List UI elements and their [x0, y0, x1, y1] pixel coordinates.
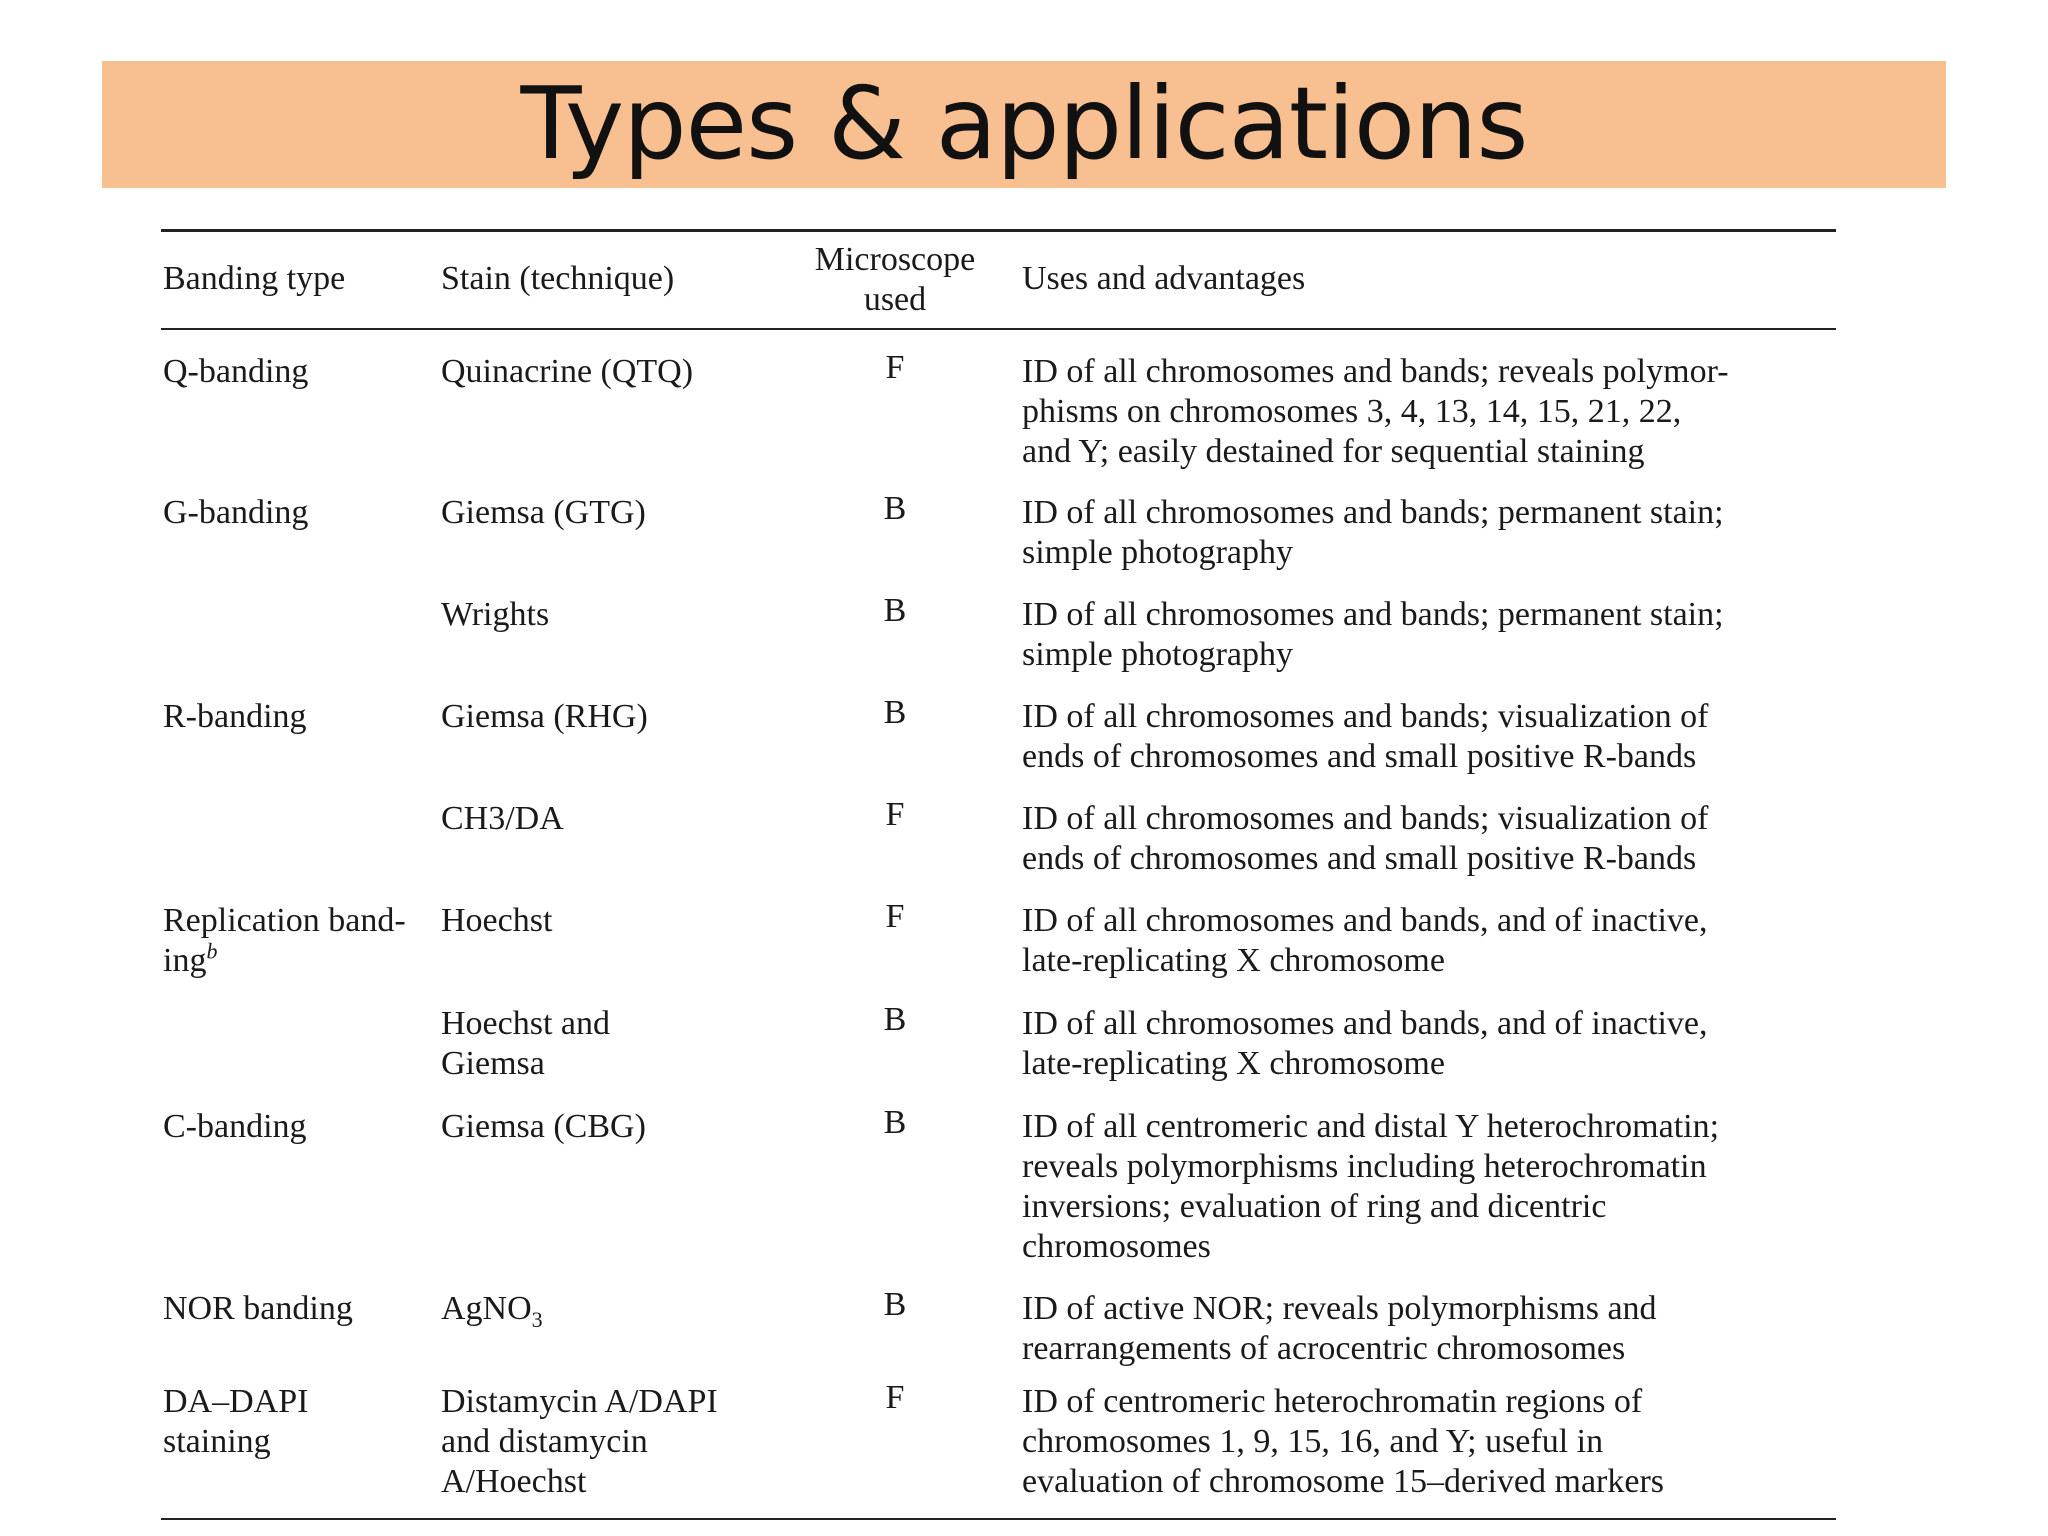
banding-type-line: ing$^b$ — [163, 938, 218, 979]
microscope-value: B — [883, 1001, 907, 1038]
stain-line: Giemsa (GTG) — [441, 494, 646, 531]
cell-uses — [1022, 595, 1842, 675]
cell-microscope — [795, 897, 995, 937]
stain-line: Wrights — [441, 596, 550, 633]
microscope-value: B — [883, 694, 907, 731]
microscope-value: B — [883, 1104, 907, 1141]
cell-banding-type — [163, 1382, 433, 1462]
banding-type-line: R-banding — [163, 698, 307, 735]
uses-line: inversions; evaluation of ring and dicentric — [1022, 1188, 1607, 1225]
uses-line: ends of chromosomes and small positive R-bands — [1022, 840, 1697, 877]
uses-line: simple photography — [1022, 636, 1294, 673]
uses-line: chromosomes 1, 9, 15, 16, and Y; useful in — [1022, 1423, 1604, 1460]
cell-uses — [1022, 697, 1842, 777]
cell-banding-type — [163, 1107, 433, 1147]
uses-line: late-replicating X chromosome — [1022, 942, 1445, 979]
cell-microscope — [795, 591, 995, 631]
cell-microscope — [795, 1103, 995, 1143]
microscope-value: B — [883, 592, 907, 629]
header-microscope — [795, 240, 995, 320]
cell-microscope — [795, 1285, 995, 1325]
uses-line: ID of all chromosomes and bands; permanent stain; — [1022, 494, 1724, 531]
cell-stain — [441, 697, 781, 737]
cell-banding-type — [163, 493, 433, 533]
microscope-value: F — [885, 1379, 905, 1416]
cell-microscope — [795, 1378, 995, 1418]
uses-line: ID of all chromosomes and bands; visualization of — [1022, 800, 1709, 837]
uses-line: phisms on chromosomes 3, 4, 13, 14, 15, 21, 22, — [1022, 393, 1682, 430]
uses-line: chromosomes — [1022, 1228, 1211, 1265]
microscope-value: B — [883, 490, 907, 527]
cell-stain — [441, 799, 781, 839]
stain-line: Distamycin A/DAPI — [441, 1383, 718, 1420]
cell-banding-type — [163, 901, 433, 981]
cell-uses — [1022, 1382, 1842, 1502]
stain-formula-subscript: 3 — [531, 1306, 543, 1332]
cell-uses — [1022, 493, 1842, 573]
cell-microscope — [795, 348, 995, 388]
page-title: Types & applications — [520, 64, 1528, 182]
stain-line: Giemsa (CBG) — [441, 1108, 646, 1145]
header-banding-type: Banding type — [163, 260, 346, 297]
title-bar — [102, 61, 1946, 188]
banding-type-line: Replication band- — [163, 902, 406, 939]
cell-uses — [1022, 1107, 1842, 1267]
banding-type-line: Q-banding — [163, 353, 309, 390]
cell-microscope — [795, 795, 995, 835]
banding-type-line: NOR banding — [163, 1290, 353, 1327]
banding-type-line: C-banding — [163, 1108, 307, 1145]
cell-stain — [441, 595, 781, 635]
microscope-value: B — [883, 1286, 907, 1323]
cell-uses — [1022, 352, 1842, 472]
cell-stain — [441, 493, 781, 533]
stain-line: and distamycin — [441, 1423, 648, 1460]
banding-type-line: staining — [163, 1423, 271, 1460]
cell-stain — [441, 1107, 781, 1147]
cell-microscope — [795, 1000, 995, 1040]
cell-uses — [1022, 1004, 1842, 1084]
uses-line: ID of all chromosomes and bands; visualization of — [1022, 698, 1709, 735]
uses-line: and Y; easily destained for sequential staining — [1022, 433, 1645, 470]
header-stain: Stain (technique) — [441, 260, 675, 297]
cell-banding-type — [163, 697, 433, 737]
banding-type-line: DA–DAPI — [163, 1383, 309, 1420]
stain-line: CH3/DA — [441, 800, 564, 837]
uses-line: ID of all chromosomes and bands, and of inactive, — [1022, 902, 1708, 939]
table-bottom-rule — [161, 1518, 1836, 1520]
uses-line: ID of all centromeric and distal Y heterochromatin; — [1022, 1108, 1720, 1145]
microscope-value: F — [885, 349, 905, 386]
header-uses: Uses and advantages — [1022, 260, 1306, 297]
uses-line: ID of centromeric heterochromatin regions of — [1022, 1383, 1643, 1420]
stain-formula: AgNO — [441, 1290, 532, 1327]
cell-uses — [1022, 1289, 1842, 1369]
uses-line: evaluation of chromosome 15–derived markers — [1022, 1463, 1665, 1500]
header-microscope-line2: used — [863, 281, 927, 318]
stain-line: Hoechst — [441, 902, 553, 939]
stain-line: A/Hoechst — [441, 1463, 587, 1500]
stain-line: Quinacrine (QTQ) — [441, 353, 694, 390]
cell-microscope — [795, 489, 995, 529]
uses-line: rearrangements of acrocentric chromosomes — [1022, 1330, 1626, 1367]
uses-line: ends of chromosomes and small positive R-bands — [1022, 738, 1697, 775]
cell-stain — [441, 1289, 781, 1332]
stain-line: Giemsa — [441, 1045, 545, 1082]
cell-banding-type — [163, 352, 433, 392]
cell-microscope — [795, 693, 995, 733]
stain-line — [441, 1289, 781, 1332]
cell-uses — [1022, 799, 1842, 879]
uses-line: ID of all chromosomes and bands, and of inactive, — [1022, 1005, 1708, 1042]
cell-stain — [441, 352, 781, 392]
uses-line: ID of all chromosomes and bands; reveals polymor- — [1022, 353, 1729, 390]
uses-line: late-replicating X chromosome — [1022, 1045, 1445, 1082]
table-header-rule — [161, 328, 1836, 330]
uses-line: simple photography — [1022, 534, 1294, 571]
cell-stain — [441, 1382, 781, 1502]
uses-line: ID of all chromosomes and bands; permanent stain; — [1022, 596, 1724, 633]
microscope-value: F — [885, 796, 905, 833]
header-microscope-line1: Microscope — [814, 241, 976, 278]
cell-uses — [1022, 901, 1842, 981]
cell-banding-type — [163, 1289, 433, 1329]
cell-stain — [441, 901, 781, 941]
stain-line: Hoechst and — [441, 1005, 611, 1042]
stain-line: Giemsa (RHG) — [441, 698, 648, 735]
uses-line: ID of active NOR; reveals polymorphisms and — [1022, 1290, 1657, 1327]
cell-stain — [441, 1004, 781, 1084]
microscope-value: F — [885, 898, 905, 935]
footnote-marker: b — [206, 938, 218, 964]
banding-type-line: G-banding — [163, 494, 309, 531]
table-top-rule — [161, 229, 1836, 232]
uses-line: reveals polymorphisms including heterochromatin — [1022, 1148, 1707, 1185]
